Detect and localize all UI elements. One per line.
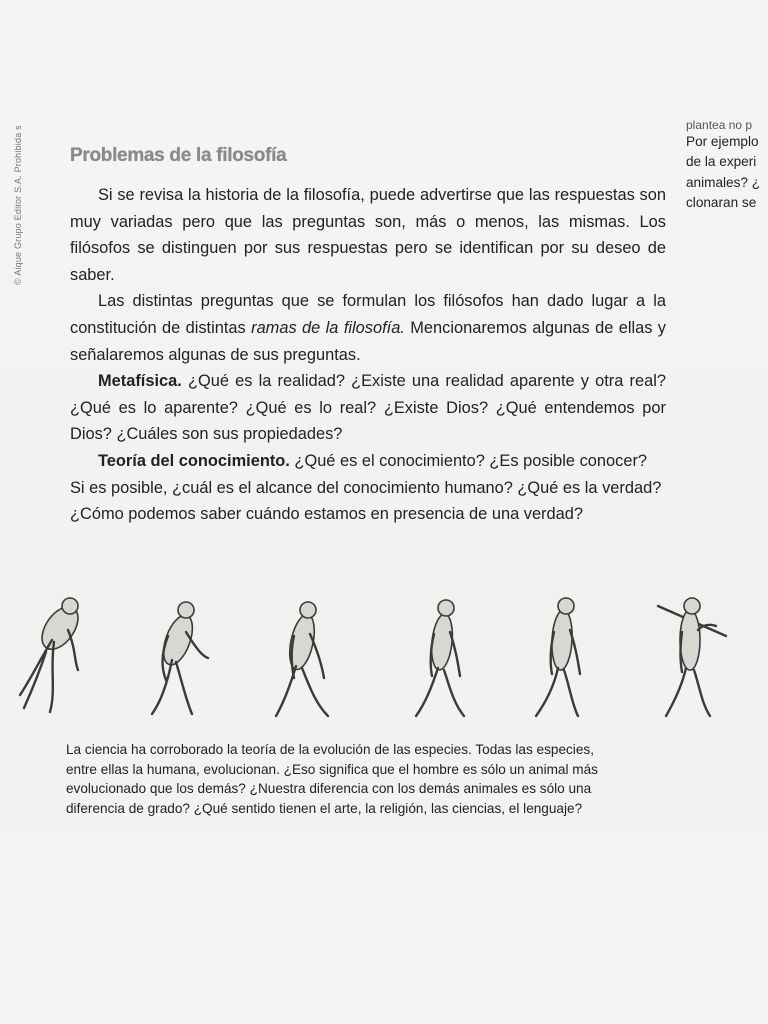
hominid-figure-3 (276, 602, 328, 716)
margin-line: Por ejemplo (686, 134, 759, 149)
paragraph-branches (70, 288, 666, 368)
hominid-figure-5 (536, 598, 580, 716)
margin-line: clonaran se (686, 194, 757, 210)
paragraph-epistemology (70, 448, 666, 528)
evolution-figures-svg (10, 590, 740, 730)
caption-line: entre ellas la humana, evolucionan. ¿Eso significa que el hombre es sólo un animal más (66, 761, 598, 777)
margin-line: de la experi (686, 154, 757, 170)
section-title: Problemas de la filosofía (70, 145, 287, 166)
caption-line: La ciencia ha corroborado la teoría de la evolución de las especies. Todas las especies, (66, 742, 594, 757)
branches-text-start: Las distintas preguntas que se formulan los filósofos han dado lugar a la constitución de distintas (70, 292, 666, 337)
branches-text-end: Mencionaremos algunas de ellas y señalaremos algunas de sus preguntas. (70, 318, 667, 364)
hominid-figure-4 (416, 600, 464, 716)
adjacent-page-margin-text (686, 118, 768, 213)
human-evolution-illustration (10, 590, 740, 730)
metaphysics-keyword: Metafísica. (98, 372, 182, 391)
metaphysics-questions: ¿Qué es la realidad? ¿Existe una realidad aparente y otra real? ¿Qué es lo aparente? ¿Qué es lo real? ¿Existe Dios? ¿Qué entendemos por Dios? ¿Cuáles son sus propiedades? (70, 372, 666, 444)
paragraph-metaphysics (70, 368, 666, 448)
margin-line: animales? ¿ (686, 174, 761, 190)
epistemology-questions: ¿Qué es el conocimiento? ¿Es posible conocer? Si es posible, ¿cuál es el alcance del conocimiento humano? ¿Qué es la verdad? ¿Cómo podemos saber cuándo estamos en presencia de una verdad? (70, 451, 662, 524)
copyright-side-note: © Aique Grupo Editor S.A. Prohibida s (12, 125, 23, 285)
epistemology-keyword: Teoría del conocimiento. (98, 451, 290, 470)
body-text (70, 182, 666, 528)
caption-line: diferencia de grado? ¿Qué sentido tienen el arte, la religión, las ciencias, el lenguaje? (66, 800, 583, 816)
caption-line: evolucionado que los demás? ¿Nuestra diferencia con los demás animales es sólo una (66, 781, 592, 797)
margin-line: plantea no p (686, 118, 753, 132)
hominid-figure-6 (658, 598, 726, 716)
hominid-figure-2 (152, 602, 208, 714)
branches-emphasis: ramas de la filosofía. (251, 318, 405, 337)
paragraph-intro: Si se revisa la historia de la filosofía, puede advertirse que las respuestas son muy variadas pero que las preguntas son, más o menos, las mismas. Los filósofos se distinguen por sus respuestas pero se identifican por su deseo de saber. (70, 186, 666, 284)
illustration-caption (66, 740, 678, 818)
hominid-figure-1 (20, 598, 85, 712)
